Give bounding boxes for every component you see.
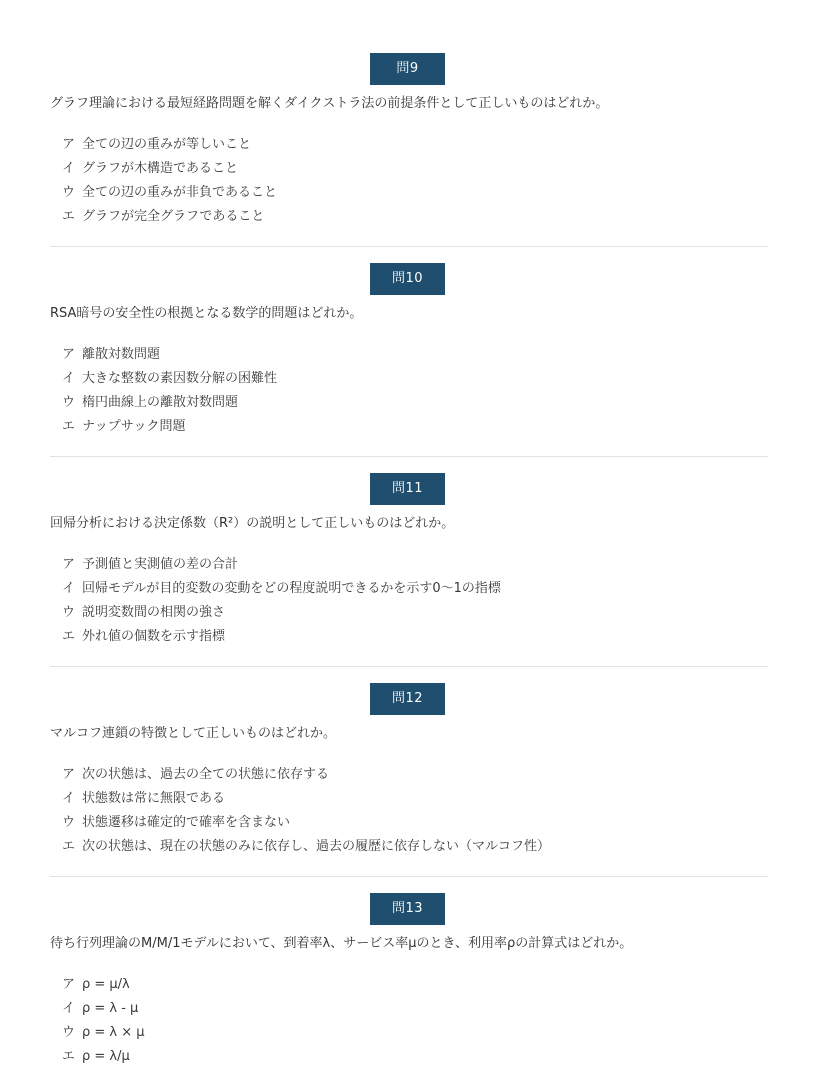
choice-item	[62, 580, 501, 604]
choice-mark: ウ	[62, 605, 76, 620]
section-divider	[50, 456, 768, 457]
choice-item	[62, 184, 277, 208]
choice-mark: ウ	[62, 815, 76, 830]
choice-mark: ア	[62, 557, 76, 572]
choice-text: ρ = λ × μ	[82, 1025, 145, 1040]
choice-mark: イ	[62, 581, 76, 596]
choice-item	[62, 418, 277, 442]
choice-text: 回帰モデルが目的変数の変動をどの程度説明できるかを示す0〜1の指標	[82, 581, 501, 596]
choice-text: 次の状態は、過去の全ての状態に依存する	[82, 767, 330, 782]
choice-text: ナップサック問題	[82, 419, 186, 434]
choice-list	[62, 346, 277, 442]
choice-mark: ウ	[62, 185, 76, 200]
question-number-badge: 問13	[370, 893, 445, 925]
question-text: 回帰分析における決定係数（R²）の説明として正しいものはどれか。	[50, 516, 455, 531]
question-number-badge: 問10	[370, 263, 445, 295]
choice-item	[62, 1024, 145, 1048]
choice-text: ρ = λ - μ	[82, 1001, 139, 1016]
choice-mark: エ	[62, 839, 76, 854]
question-number-badge: 問11	[370, 473, 445, 505]
choice-list	[62, 556, 501, 652]
choice-text: 状態遷移は確定的で確率を含まない	[82, 815, 291, 830]
choice-item	[62, 208, 277, 232]
choice-text: 楕円曲線上の離散対数問題	[82, 395, 239, 410]
choice-item	[62, 370, 277, 394]
choice-item	[62, 766, 550, 790]
choice-text: ρ = μ/λ	[82, 977, 130, 992]
question-text: グラフ理論における最短経路問題を解くダイクストラ法の前提条件として正しいものはどれか。	[50, 96, 609, 111]
choice-item	[62, 790, 550, 814]
choice-text: 離散対数問題	[82, 347, 161, 362]
choice-mark: イ	[62, 1001, 76, 1016]
choice-mark: エ	[62, 1049, 76, 1064]
choice-item	[62, 556, 501, 580]
choice-mark: ウ	[62, 395, 76, 410]
choice-item	[62, 1000, 145, 1024]
choice-item	[62, 628, 501, 652]
choice-text: 次の状態は、現在の状態のみに依存し、過去の履歴に依存しない（マルコフ性）	[82, 839, 551, 854]
choice-item	[62, 1048, 145, 1072]
question-number-badge: 問9	[370, 53, 445, 85]
choice-text: グラフが完全グラフであること	[82, 209, 265, 224]
choice-mark: イ	[62, 371, 76, 386]
choice-item	[62, 838, 550, 862]
question-number-badge: 問12	[370, 683, 445, 715]
choice-item	[62, 814, 550, 838]
section-divider	[50, 876, 768, 877]
choice-text: 状態数は常に無限である	[82, 791, 226, 806]
choice-mark: イ	[62, 791, 76, 806]
section-divider	[50, 246, 768, 247]
choice-item	[62, 604, 501, 628]
choice-mark: エ	[62, 419, 76, 434]
choice-text: 説明変数間の相関の強さ	[82, 605, 226, 620]
choice-item	[62, 394, 277, 418]
choice-item	[62, 160, 277, 184]
choice-mark: ア	[62, 977, 76, 992]
choice-list	[62, 976, 145, 1072]
choice-item	[62, 976, 145, 1000]
choice-mark: イ	[62, 161, 76, 176]
choice-mark: エ	[62, 209, 76, 224]
choice-text: 大きな整数の素因数分解の困難性	[82, 371, 278, 386]
section-divider	[50, 666, 768, 667]
choice-mark: ア	[62, 347, 76, 362]
choice-item	[62, 136, 277, 160]
choice-item	[62, 346, 277, 370]
question-text: RSA暗号の安全性の根拠となる数学的問題はどれか。	[50, 306, 363, 321]
choice-list	[62, 136, 277, 232]
choice-mark: ア	[62, 767, 76, 782]
choice-text: 全ての辺の重みが等しいこと	[82, 137, 252, 152]
choice-mark: ア	[62, 137, 76, 152]
choice-text: 外れ値の個数を示す指標	[82, 629, 226, 644]
choice-text: 予測値と実測値の差の合計	[82, 557, 239, 572]
choice-mark: ウ	[62, 1025, 76, 1040]
question-text: マルコフ連鎖の特徴として正しいものはどれか。	[50, 726, 337, 741]
question-text: 待ち行列理論のM/M/1モデルにおいて、到着率λ、サービス率μのとき、利用率ρの計算式はどれか。	[50, 936, 633, 951]
choice-list	[62, 766, 550, 862]
choice-text: ρ = λ/μ	[82, 1049, 130, 1064]
choice-text: グラフが木構造であること	[82, 161, 239, 176]
choice-mark: エ	[62, 629, 76, 644]
choice-text: 全ての辺の重みが非負であること	[82, 185, 278, 200]
